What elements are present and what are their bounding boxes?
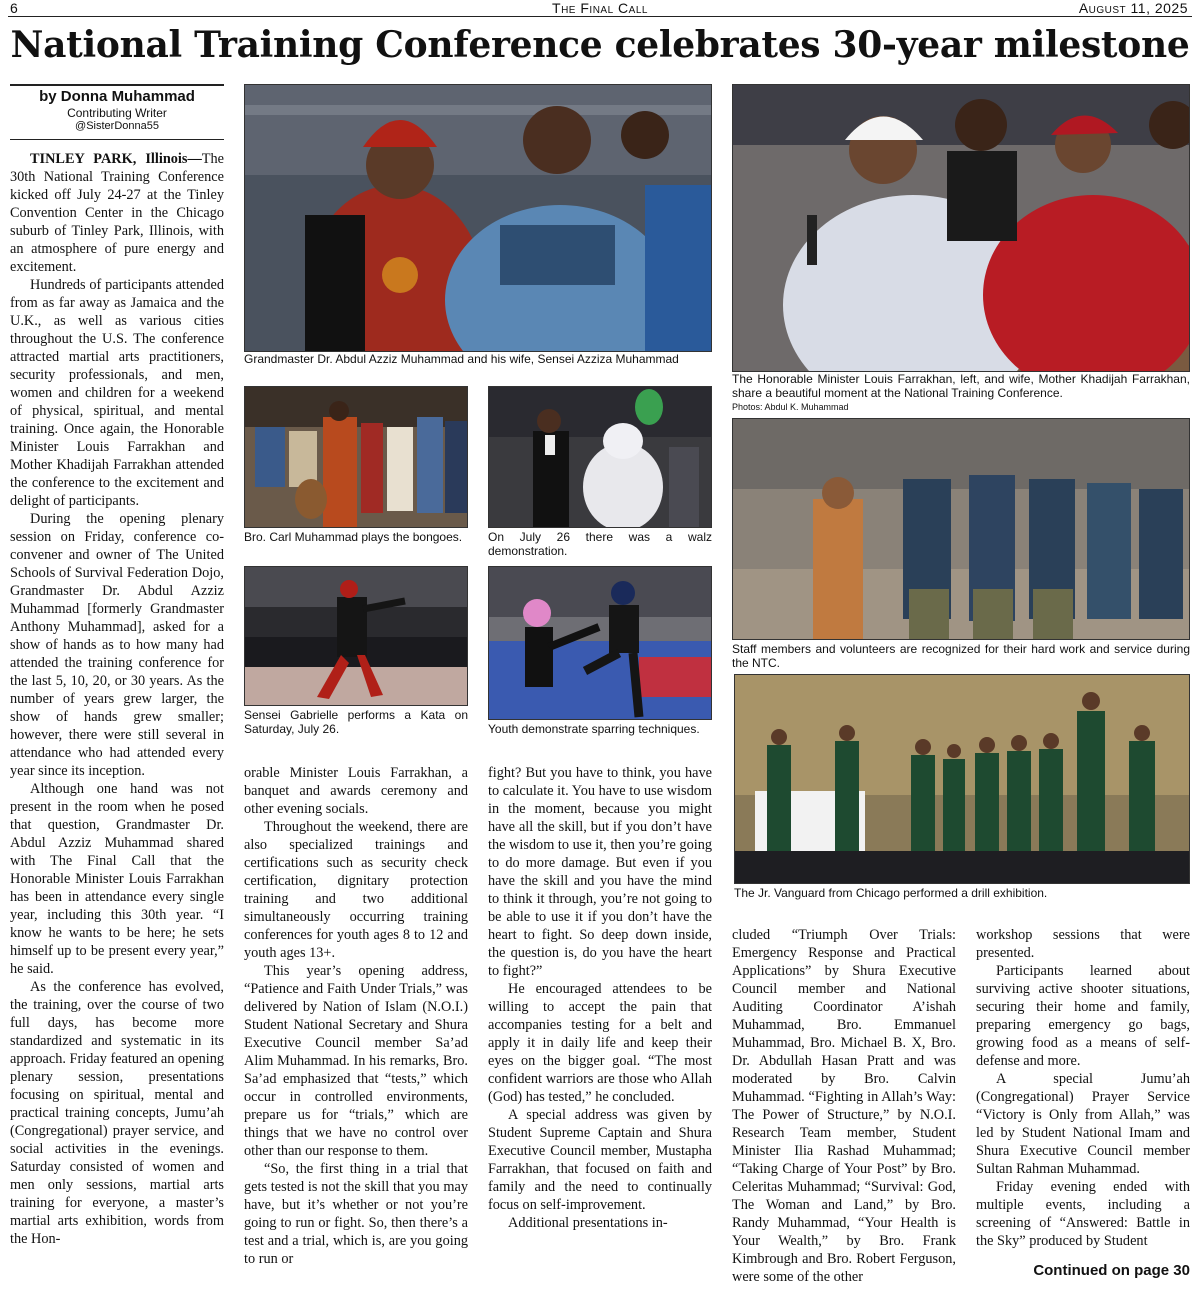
headline: National Training Conference celebrates 30-year milestone [10, 24, 1190, 66]
photo-waltz-image [489, 387, 712, 528]
caption-kata: Sensei Gabrielle performs a Kata on Saturday, July 26. [244, 708, 468, 736]
caption-staff: Staff members and volunteers are recognized for their hard work and service during the NTC. [732, 642, 1190, 670]
caption-bongoes: Bro. Carl Muhammad plays the bongoes. [244, 530, 463, 544]
paragraph: fight? But you have to think, you have to calculate it. You have to use wisdom in the moment, because you might have all the skill, but if you don’t have the wisdom to use it, then you’re going to do more damage. But even if you have the skill and you have the mind to think it through, you’re not going to be able to use it if you don’t have the heart to fight. So deep down inside, the question is, do you have the heart to fight?” [488, 765, 712, 979]
paragraph: A special Jumu’ah (Congregational) Prayer Service “Victory is Only from Allah,” was led by Student National Imam and Shura Executive Council member Sultan Rahman Muhammad. [976, 1071, 1190, 1177]
caption-sparring: Youth demonstrate sparring techniques. [488, 722, 700, 736]
byline [10, 84, 224, 140]
article-column-3 [488, 764, 712, 1232]
byline-author: by Donna Muhammad [39, 88, 195, 105]
photo-sparring-image [489, 567, 712, 720]
paragraph: The 30th National Training Conference kicked off July 24-27 at the Tinley Convention Center in the Chicago suburb of Tinley Park, Illinois, with an atmosphere of pure energy and excitement. [10, 151, 224, 275]
paragraph: Participants learned about surviving active shooter situations, securing their home and family, preparing emergency go bags, growing food as a means of self-defense and more. [976, 963, 1190, 1069]
photo-kata-image [245, 567, 468, 706]
photo-vanguard [734, 674, 1190, 884]
continued-notice: Continued on page 30 [1033, 1262, 1190, 1279]
photo-bongoes-image [245, 387, 468, 528]
paragraph: A special address was given by Student Supreme Captain and Shura Executive Council member, Mustapha Farrakhan, that focused on faith and family and the need to continually focus on self-improvement. [488, 1107, 712, 1213]
article-column-5 [976, 926, 1190, 1250]
photo-staff [732, 418, 1190, 640]
caption-farrakhan-text: The Honorable Minister Louis Farrakhan, left, and wife, Mother Khadijah Farrakhan, share a beautiful moment at the National Training Conference. [732, 372, 1190, 400]
paragraph: Throughout the weekend, there are also specialized trainings and certifications such as security check certification, dignitary protection training and two additional simultaneously occurring training conferences for youth ages 8 to 12 and youth ages 13+. [244, 819, 468, 961]
paragraph: Friday evening ended with multiple events, including a screening of “Answered: Battle in the Sky” produced by Student [976, 1179, 1190, 1249]
byline-role: Contributing Writer [67, 106, 167, 120]
caption-grandmaster: Grandmaster Dr. Abdul Azziz Muhammad and his wife, Sensei Azziza Muhammad [244, 352, 679, 366]
paragraph: As the conference has evolved, the training, over the course of two full days, has become more standardized and systematic in its approach. Friday featured an opening plenary session, presentations focusing on spiritual, mental and practical training concepts, Jumu’ah (Congregational) prayer service, and social activities in the evenings. Saturday consisted of women and men only sessions, martial arts training for everyone, a master’s martial arts exhibition, words from the Hon- [10, 979, 224, 1247]
paragraph: workshop sessions that were presented. [976, 927, 1190, 961]
paper-name: The Final Call [552, 0, 648, 16]
caption-vanguard: The Jr. Vanguard from Chicago performed a drill exhibition. [734, 886, 1048, 900]
photo-bongoes [244, 386, 468, 528]
photo-staff-image [733, 419, 1190, 640]
article-column-4 [732, 926, 956, 1286]
photo-grandmaster-image [245, 85, 712, 352]
paragraph: During the opening plenary session on Friday, conference co-convener and owner of The United Schools of Survival Federation Dojo, Grandmaster Dr. Abdul Azziz Muhammad [formerly Grandmaster Anthony Muhammad], asked for a show of hands as to how many had attended the training conference for the last 5, 10, 20, or 30 years. As the number of years grew larger, the show of hands grew smaller; however, there were still several in attendance who had attended every year since its inception. [10, 511, 224, 779]
photo-waltz [488, 386, 712, 528]
page-number: 6 [10, 0, 18, 16]
photo-credit: Photos: Abdul K. Muhammad [732, 402, 849, 412]
byline-handle: @SisterDonna55 [75, 120, 159, 132]
paragraph: orable Minister Louis Farrakhan, a banquet and awards ceremony and other evening socials. [244, 765, 468, 817]
caption-farrakhan [732, 372, 1190, 414]
caption-waltz: On July 26 there was a walz demonstration. [488, 530, 712, 558]
photo-farrakhan [732, 84, 1190, 372]
masthead [8, 0, 1192, 17]
photo-grandmaster-and-wife [244, 84, 712, 352]
photo-sparring [488, 566, 712, 720]
paragraph: cluded “Triumph Over Trials: Emergency Response and Practical Applications” by Shura Executive Council member and National Auditing Coordinator A’ishah Muhammad, Bro. Emmanuel Muhammad, Bro. Michael B. X, Bro. Dr. Abdullah Hasan Pratt and was moderated by Bro. Calvin Muhammad. “Fighting in Allah’s Way: The Power of Structure,” by N.O.I. Research Team member, Student Minister Ilia Rashad Muhammad; “Taking Charge of Your Post” by Bro. Celeritas Muhammad; “Survival: God, The Woman and Land,” by Bro. Randy Muhammad, “Your Health is Your Wealth,” by Bro. Frank Kimbrough and Bro. Robert Ferguson, were some of the other [732, 927, 956, 1285]
dateline: TINLEY PARK, Illinois— [30, 151, 202, 167]
issue-date: August 11, 2025 [1078, 0, 1188, 16]
article-column-1 [10, 150, 224, 1248]
paragraph: “So, the first thing in a trial that gets tested is not the skill that you may have, but it’s whether or not you’re going to run or fight. So, then there’s a test and a trial, which is, are you going to run or [244, 1161, 468, 1267]
photo-farrakhan-image [733, 85, 1190, 372]
paragraph: Additional presentations in- [508, 1215, 668, 1231]
article-column-2 [244, 764, 468, 1268]
paragraph: This year’s opening address, “Patience and Faith Under Trials,” was delivered by Nation of Islam (N.O.I.) Student National Secretary and Shura Executive Council member Sa’ad Alim Muhammad. In his remarks, Bro. Sa’ad emphasized that “tests,” which occur in controlled environments, prepare us for “trials,” which are things that we have no control over other than our response to them. [244, 963, 468, 1159]
paragraph: He encouraged attendees to be willing to accept the pain that accompanies testing for a belt and apply it in daily life and keep their eyes on the bigger goal. “The most confident warriors are those who Allah (God) has tested,” he concluded. [488, 981, 712, 1105]
paragraph: Although one hand was not present in the room when he posed that question, Grandmaster Dr. Abdul Azziz Muhammad shared with The Final Call that the Honorable Minister Louis Farrakhan has been in attendance every single year, including this 30th year. “I know he wants to be here; he sets himself up to be present every year,” he said. [10, 781, 224, 977]
paragraph: Hundreds of participants attended from as far away as Jamaica and the U.K., as well as various cities throughout the U.S. The conference attracted martial arts practitioners, security professionals, and men, women and children for a weekend of physical, spiritual, and mental training. Once again, the Honorable Minister Louis Farrakhan and Mother Khadijah Farrakhan attended the conference to the excitement and delight of participants. [10, 277, 224, 509]
photo-kata [244, 566, 468, 706]
photo-vanguard-image [735, 675, 1190, 884]
